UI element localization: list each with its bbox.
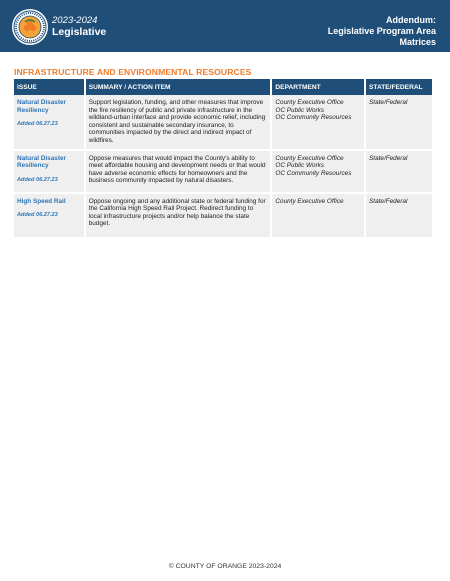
state-federal-cell <box>366 194 432 239</box>
county-seal-icon <box>13 10 47 44</box>
issue-cell <box>14 194 84 239</box>
issue-name: Natural Disaster Resiliency <box>17 154 67 170</box>
department-name: County Executive Office <box>275 154 344 162</box>
state-federal-cell <box>366 95 432 151</box>
page-footer: © COUNTY OF ORANGE 2023-2024 <box>168 563 282 570</box>
department-name: OC Public Works <box>275 162 325 170</box>
column-header-summary: SUMMARY / ACTION ITEM <box>86 79 271 95</box>
column-header-state-federal: STATE/FEDERAL <box>366 79 432 95</box>
department-cell <box>272 194 364 239</box>
state-federal-value: State/Federal <box>369 99 408 106</box>
department-cell <box>272 95 364 151</box>
summary-cell: Oppose ongoing and any additional state or federal funding for the California High Speed Rail Project. Redirect funding to local infrastructure projects and/or help balance the state budget. <box>86 194 271 239</box>
state-federal-value: State/Federal <box>369 197 408 205</box>
state-federal-cell <box>366 151 432 194</box>
header-year: 2023-2024 <box>52 15 98 26</box>
added-date: Added 06.27.23 <box>17 121 58 128</box>
table-header-row <box>14 79 432 95</box>
county-seal-logo <box>12 9 48 45</box>
added-date: Added 06.27.23 <box>17 212 58 219</box>
department-name: OC Community Resources <box>275 114 352 122</box>
summary-cell: Oppose measures that would impact the County's ability to meet affordable housing and development needs or that would have adverse economic effects for homeowners and the business community impacted by natural disasters. <box>86 151 271 194</box>
issue-name: High Speed Rail <box>17 197 66 205</box>
issue-cell <box>14 95 84 151</box>
column-header-issue: ISSUE <box>14 79 84 95</box>
state-federal-value: State/Federal <box>369 154 408 162</box>
table-row <box>14 95 432 151</box>
department-name: County Executive Office <box>275 197 344 205</box>
header-title: Legislative <box>52 26 107 38</box>
legislative-matrix-table <box>12 79 434 239</box>
section-title: INFRASTRUCTURE AND ENVIRONMENTAL RESOURCES <box>14 67 252 77</box>
table-row <box>14 194 432 239</box>
issue-name: Natural Disaster Resiliency <box>17 99 67 114</box>
page-header <box>0 0 450 52</box>
issue-cell <box>14 151 84 194</box>
column-header-department: DEPARTMENT <box>272 79 364 95</box>
table-row <box>14 151 432 194</box>
summary-cell: Support legislation, funding, and other measures that improve the fire resiliency of public and private infrastructure in the wildland-urban interface and provide economic relief, including consistent and sustainable secondary insurance, to communities impacted by the direct and indirect impact of wildfires. <box>86 95 271 151</box>
added-date: Added 06.27.23 <box>17 176 58 183</box>
department-name: OC Community Resources <box>275 169 352 177</box>
department-cell <box>272 151 364 194</box>
department-name: County Executive Office <box>275 99 344 106</box>
header-addendum-line1: Addendum: <box>386 15 436 25</box>
header-addendum-line2: Legislative Program Area <box>327 26 436 36</box>
department-name: OC Public Works <box>275 106 325 114</box>
header-addendum <box>328 15 436 48</box>
header-addendum-line3: Matrices <box>399 37 436 47</box>
